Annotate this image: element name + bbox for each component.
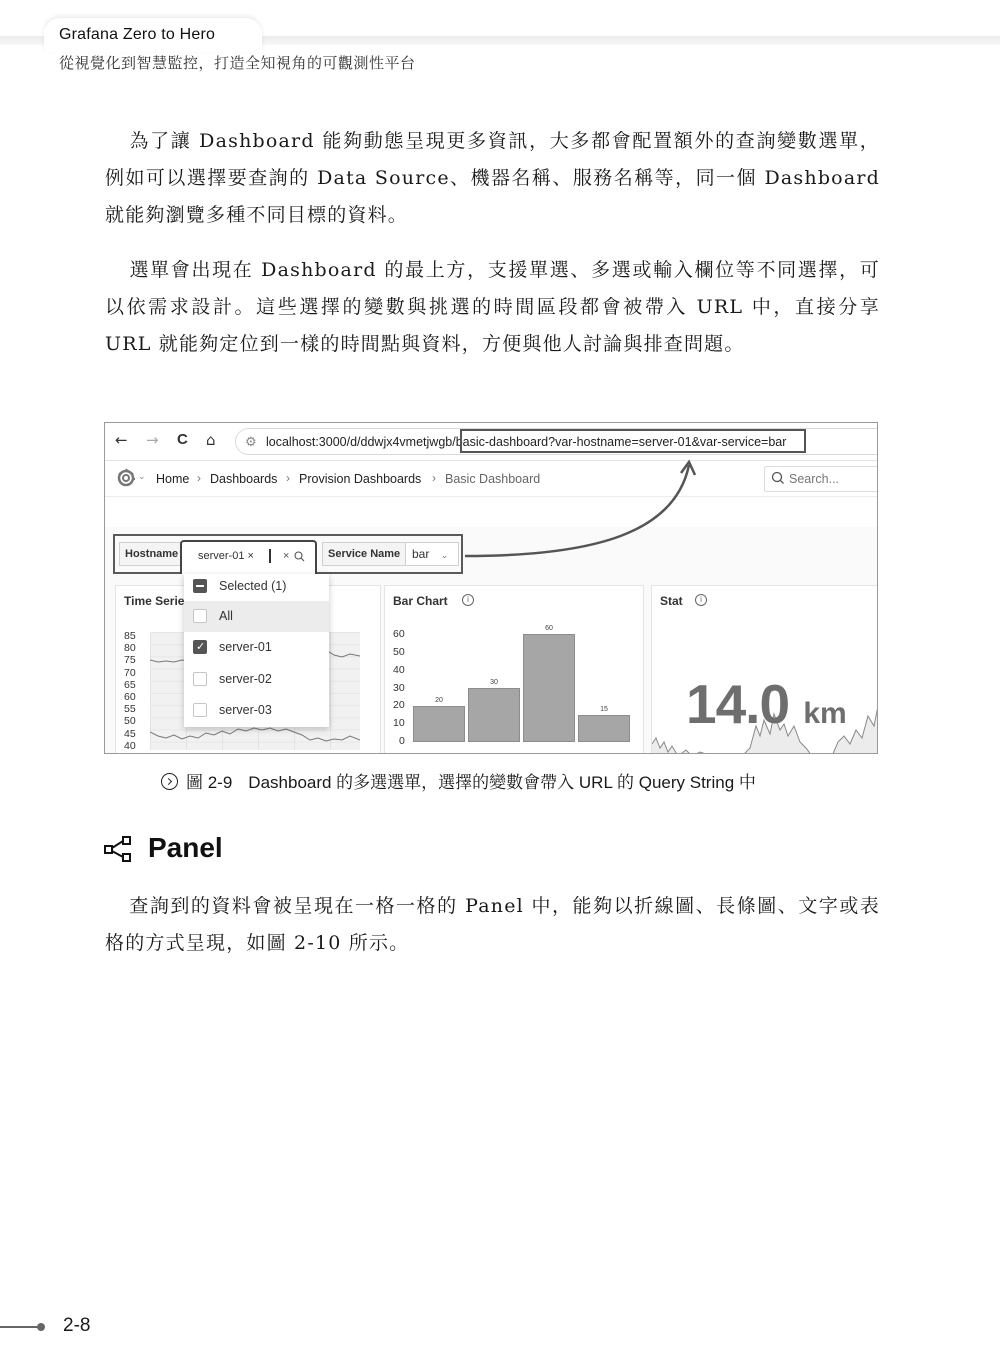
breadcrumb-separator: ›: [286, 471, 290, 485]
footer-rule: [0, 1326, 40, 1328]
body-paragraph-2: [105, 252, 880, 363]
selected-chip-server-01[interactable]: server-01 ×: [198, 550, 254, 562]
breadcrumb-home[interactable]: Home: [156, 472, 190, 486]
y-axis: 85 80 75 70 65 60 55 50 45 40: [124, 630, 136, 752]
bar[interactable]: [468, 688, 520, 742]
back-icon[interactable]: ←: [115, 431, 128, 449]
panel-title: Bar Chart: [393, 594, 448, 608]
y-tick: 20: [393, 699, 405, 711]
forward-icon[interactable]: →: [146, 431, 159, 449]
breadcrumb-basic-dashboard: Basic Dashboard: [445, 472, 541, 486]
bar-value-label: 60: [545, 625, 553, 632]
search-icon: [294, 551, 305, 562]
url-highlight-box: [460, 429, 806, 453]
search-placeholder: Search...: [789, 472, 840, 486]
y-tick: 10: [393, 717, 405, 729]
dropdown-option-server-03[interactable]: [184, 695, 329, 726]
book-subtitle: 從視覺化到智慧監控，打造全知視角的可觀測性平台: [59, 54, 416, 72]
chevron-down-icon: ⌄: [440, 550, 449, 560]
info-icon[interactable]: i: [695, 594, 707, 606]
paragraph-text: 查詢到的資料會被呈現在一格一格的 Panel 中，能夠以折線圖、長條圖、文字或表格的方式呈現，如圖 2-10 所示。: [105, 895, 880, 954]
service-name-select[interactable]: [405, 542, 459, 566]
checkbox-icon[interactable]: [193, 672, 207, 686]
y-tick: 30: [393, 682, 405, 694]
dropdown-selected-header[interactable]: [184, 571, 329, 602]
body-paragraph-1: [105, 123, 880, 234]
y-tick: 0: [399, 735, 405, 747]
dropdown-header-label: Selected (1): [219, 579, 287, 593]
y-tick: 50: [393, 646, 405, 658]
service-name-label: Service Name: [322, 542, 406, 566]
url-query: /basic-dashboard?var-hostname=server-01&var-service=bar: [452, 435, 787, 449]
curved-arrow-icon: [455, 453, 705, 563]
service-value: bar: [412, 547, 430, 561]
grafana-favicon-icon: ⚙: [245, 434, 257, 449]
paragraph-text: 為了讓 Dashboard 能夠動態呈現更多資訊，大多都會配置額外的查詢變數選單，例如可以選擇要查詢的 Data Source、機器名稱、服務名稱等，同一個 Dashboard 就能夠瀏覽多種不同目標的資料。: [105, 130, 880, 226]
dropdown-option-server-02[interactable]: [184, 664, 329, 695]
chevron-right-circle-icon: [161, 773, 178, 790]
figure-caption: [161, 768, 756, 793]
bar[interactable]: [578, 715, 630, 742]
breadcrumb-dashboards[interactable]: Dashboards: [210, 472, 278, 486]
checked-checkbox-icon[interactable]: ✓: [193, 640, 207, 654]
clear-icon[interactable]: ×: [283, 550, 290, 562]
chevron-down-icon[interactable]: ⌄: [138, 471, 146, 481]
footer-dot: [37, 1323, 45, 1331]
bar-value-label: 30: [490, 679, 498, 686]
checkbox-icon[interactable]: [193, 609, 207, 623]
option-label: server-02: [219, 672, 272, 686]
breadcrumb-separator: ›: [432, 471, 436, 485]
panel-title: Stat: [660, 594, 683, 608]
book-title: Grafana Zero to Hero: [59, 26, 216, 43]
bar[interactable]: [413, 706, 465, 742]
y-tick: 40: [393, 664, 405, 676]
body-paragraph-3: [105, 888, 880, 962]
bar-value-label: 15: [600, 706, 608, 713]
section-heading: Panel: [148, 832, 223, 863]
panel-stat[interactable]: [651, 585, 878, 754]
partial-checkbox-icon[interactable]: [193, 579, 207, 593]
grafana-logo-icon[interactable]: [115, 467, 137, 489]
page-number: 2-8: [63, 1315, 91, 1336]
option-label: All: [219, 609, 233, 623]
reload-icon[interactable]: C: [177, 431, 188, 448]
stat-value: 14.0 km: [686, 673, 847, 735]
home-icon[interactable]: ⌂: [206, 431, 216, 449]
breadcrumb-provision-dashboards[interactable]: Provision Dashboards: [299, 472, 422, 486]
y-tick: 60: [393, 628, 405, 640]
search-icon: [771, 471, 785, 485]
checkbox-icon[interactable]: [193, 703, 207, 717]
bar[interactable]: [523, 634, 575, 742]
panel-bar-chart[interactable]: [384, 585, 644, 754]
caption-text: Dashboard 的多選選單，選擇的變數會帶入 URL 的 Query String 中: [248, 773, 756, 792]
option-label: server-03: [219, 703, 272, 717]
figure-screenshot: [104, 422, 878, 754]
dropdown-option-all[interactable]: [184, 601, 329, 632]
text-cursor: [269, 549, 271, 563]
hostname-dropdown-menu: [184, 574, 329, 727]
hostname-label: Hostname: [119, 542, 184, 566]
breadcrumb-separator: ›: [197, 471, 201, 485]
dropdown-option-server-01[interactable]: [184, 632, 329, 663]
bar-value-label: 20: [435, 697, 443, 704]
search-input[interactable]: [764, 466, 878, 492]
info-icon[interactable]: i: [462, 594, 474, 606]
paragraph-text: 選單會出現在 Dashboard 的最上方，支援單選、多選或輸入欄位等不同選擇，可以依需求設計。這些選擇的變數與挑選的時間區段都會被帶入 URL 中，直接分享 URL 就能夠定位到一樣的時間點與資料，方便與他人討論與排查問題。: [105, 259, 880, 355]
option-label: server-01: [219, 640, 272, 654]
stat-unit: km: [803, 697, 847, 730]
share-nodes-icon: [104, 836, 134, 862]
url-prefix: localhost:3000/d/ddwjx4vmetjwgb: [266, 435, 453, 449]
caption-label: 圖 2-9: [186, 773, 233, 792]
panel-title: Time Serie: [124, 594, 185, 608]
